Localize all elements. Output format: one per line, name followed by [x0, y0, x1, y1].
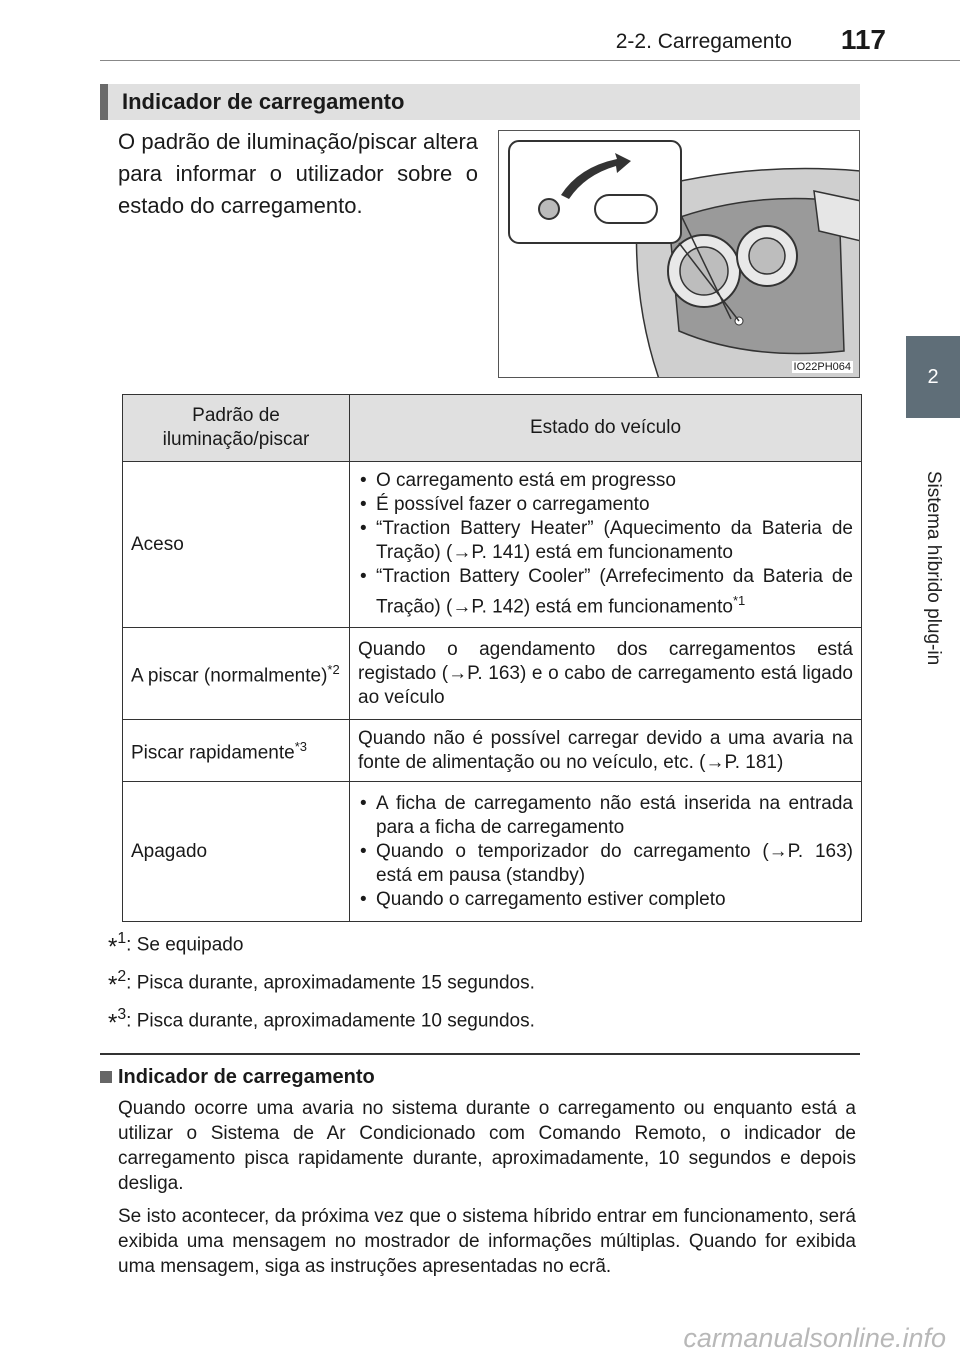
list-item	[358, 565, 853, 619]
table-row	[123, 628, 862, 720]
list-item: • “Traction Battery Heater” (Aquecimento da Bateria de Tração) (→P. 141) está em funcionamento	[358, 517, 853, 565]
chapter-number: 2	[927, 365, 939, 388]
intro-text: O padrão de iluminação/piscar altera para informar o utilizador sobre o estado do carregamento.	[118, 129, 478, 218]
chapter-tab	[906, 336, 960, 418]
state-cell: Quando o agendamento dos carregamentos está registado (→P. 163) e o cabo de carregamento está ligado ao veículo	[350, 628, 862, 720]
footnote	[108, 968, 535, 999]
list-item: • Quando o carregamento estiver completo	[358, 888, 853, 912]
square-bullet-icon	[100, 1071, 112, 1083]
footnote-star: *	[108, 1009, 118, 1037]
header-section-title: 2-2. Carregamento	[615, 30, 792, 53]
footnote-text: : Pisca durante, aproximadamente 10 segundos.	[126, 1010, 535, 1032]
footnote-number: 1	[117, 930, 127, 947]
pattern-text: Piscar rapidamente	[131, 742, 295, 764]
state-cell: Quando não é possível carregar devido a uma avaria na fonte de alimentação ou no veículo, etc. (→P. 181)	[350, 720, 862, 782]
footnote	[108, 1006, 535, 1037]
list-item-text: “Traction Battery Cooler” (Arrefecimento da Bateria de Tração) (→P. 142) está em funcionamento	[376, 566, 853, 618]
subsection-heading	[100, 1066, 375, 1089]
chapter-label: Sistema híbrido plug-in	[923, 470, 944, 666]
state-cell	[350, 782, 862, 922]
paragraph: Quando ocorre uma avaria no sistema durante o carregamento ou enquanto está a utilizar o Sistema de Ar Condicionado com Comando Remoto, o indicador de carregamento pisca rapidamente durante, aproximadamente, 10 segundos e depois desliga.	[118, 1098, 856, 1194]
footnote-star: *	[108, 971, 118, 999]
list-item: • É possível fazer o carregamento	[358, 493, 853, 517]
col-header-pattern: Padrão de iluminação/piscar	[123, 395, 350, 462]
state-list	[358, 469, 853, 619]
pattern-cell: Apagado	[123, 782, 350, 922]
watermark: carmanualsonline.info	[683, 1323, 946, 1353]
state-cell	[350, 462, 862, 628]
section-divider	[100, 1053, 860, 1055]
pattern-cell	[123, 720, 350, 782]
footnote	[108, 930, 243, 961]
pattern-cell	[123, 628, 350, 720]
paragraph: Se isto acontecer, da próxima vez que o sistema híbrido entrar em funcionamento, será exibida uma mensagem no mostrador de informações múltiplas. Quando for exibida uma mensagem, siga as instruções apresentadas no ecrã.	[118, 1206, 856, 1277]
col-header-state: Estado do veículo	[350, 395, 862, 462]
section-title: Indicador de carregamento	[100, 84, 860, 120]
footnote-number: 2	[117, 968, 127, 985]
chapter-label-wrap	[918, 428, 948, 708]
footnote-mark: *2	[327, 662, 340, 678]
figure-code: IO22PH064	[793, 361, 851, 373]
subsection-title: Indicador de carregamento	[118, 1066, 375, 1088]
footnote-number: 3	[117, 1006, 127, 1023]
charging-port-figure	[498, 130, 860, 378]
table-row	[123, 782, 862, 922]
indicator-status-table	[122, 394, 862, 922]
list-item: • O carregamento está em progresso	[358, 469, 853, 493]
footnote-mark: *1	[732, 593, 746, 609]
pattern-cell: Aceso	[123, 462, 350, 628]
state-list	[358, 792, 853, 912]
footnote-text: : Se equipado	[126, 934, 244, 956]
table-row	[123, 720, 862, 782]
pattern-text: A piscar (normalmente)	[131, 665, 328, 687]
footnote-text: : Pisca durante, aproximadamente 15 segundos.	[126, 972, 535, 994]
charging-port-illustration	[499, 131, 860, 378]
table-header-row	[123, 395, 862, 462]
list-item: • Quando o temporizador do carregamento (→P. 163) está em pausa (standby)	[358, 840, 853, 888]
list-item: • A ficha de carregamento não está inserida na entrada para a ficha de carregamento	[358, 792, 853, 840]
table-row	[123, 462, 862, 628]
footnote-star: *	[108, 933, 118, 961]
page-number: 117	[840, 24, 886, 55]
footnote-mark: *3	[294, 739, 307, 755]
header-rule	[100, 60, 960, 61]
